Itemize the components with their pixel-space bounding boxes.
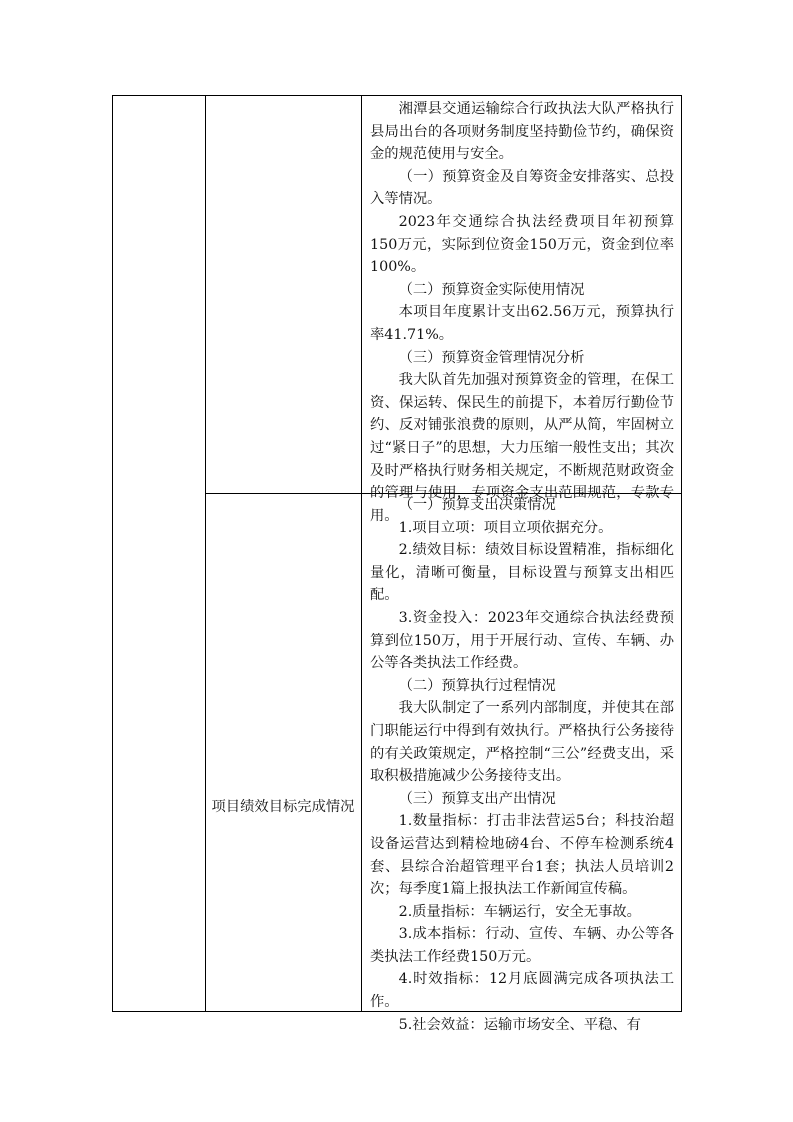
paragraph: 2023年交通综合执法经费项目年初预算150万元，实际到位资金150万元，资金到位率100%。 xyxy=(370,213,674,276)
section-heading: （三）预算支出产出情况 xyxy=(398,790,556,807)
paragraph: 本项目年度累计支出62.56万元，预算执行率41.71%。 xyxy=(370,304,674,343)
section-heading: （二）预算资金实际使用情况 xyxy=(398,281,585,298)
paragraph: 5.社会效益：运输市场安全、平稳、有 xyxy=(398,1016,641,1033)
paragraph: 2.绩效目标：绩效目标设置精准，指标细化量化，清晰可衡量，目标设置与预算支出相匹配。 xyxy=(370,542,674,604)
paragraph: 1.数量指标：打击非法营运5台；科技治超设备运营达到精检地磅4台、不停车检测系统4套、县综合治超管理平台1套；执法人员培训2次；每季度1篇上报执法工作新闻宣传稿。 xyxy=(370,813,674,898)
row-label-performance: 项目绩效目标完成情况 xyxy=(211,799,355,815)
budget-funds-cell xyxy=(370,98,674,527)
column-divider-2 xyxy=(361,96,362,1011)
section-heading: （一）预算支出决策情况 xyxy=(398,497,556,513)
paragraph: 1.项目立项：项目立项依据充分。 xyxy=(398,519,613,536)
paragraph: 湘潭县交通运输综合行政执法大队严格执行县局出台的各项财务制度坚持勤俭节约，确保资金的规范使用与安全。 xyxy=(370,101,674,163)
performance-cell xyxy=(370,494,674,1036)
report-table xyxy=(112,95,682,1033)
paragraph: 3.成本指标：行动、宣传、车辆、办公等各类执法工作经费150万元。 xyxy=(370,926,674,965)
paragraph: 我大队首先加强对预算资金的管理，在保工资、保运转、保民生的前提下，本着厉行勤俭节约、反对铺张浪费的原则，从严从简，牢固树立过“紧日子”的思想，大力压缩一般性支出；其次及时严格执行财务相关规定，不断规范财政资金的管理与使用，专项资金支出范围规范，专款专用。 xyxy=(370,372,674,524)
section-heading: （一）预算资金及自筹资金安排落实、总投入等情况。 xyxy=(370,168,674,208)
section-heading: （三）预算资金管理情况分析 xyxy=(398,349,585,366)
paragraph: 3.资金投入：2023年交通综合执法经费预算到位150万，用于开展行动、宣传、车辆、办公等各类执法工作经费。 xyxy=(370,609,674,672)
section-heading: （二）预算执行过程情况 xyxy=(398,677,556,694)
paragraph: 2.质量指标：车辆运行，安全无事故。 xyxy=(398,903,641,920)
paragraph: 我大队制定了一系列内部制度，并使其在部门职能运行中得到有效执行。严格执行公务接待的有关政策规定，严格控制“三公”经费支出，采取积极措施减少公务接待支出。 xyxy=(370,700,674,785)
paragraph: 4.时效指标：12月底圆满完成各项执法工作。 xyxy=(370,971,674,1011)
column-divider-1 xyxy=(205,96,206,1011)
